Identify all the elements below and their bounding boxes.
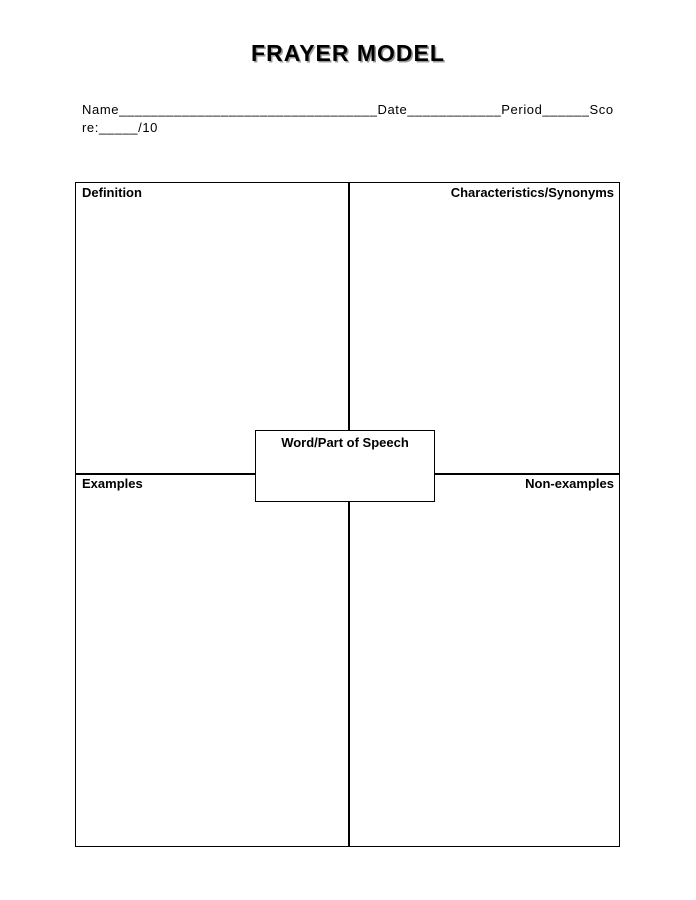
page-title: FRAYER MODEL [251,40,445,66]
vertical-divider [348,183,350,846]
frayer-grid [75,182,620,847]
characteristics-label: Characteristics/Synonyms [450,185,614,200]
center-word-label: Word/Part of Speech [281,435,409,450]
header-fields: Name_________________________________Date____________Period______Score:_____/10 [82,102,614,135]
definition-label: Definition [82,185,142,200]
center-word-box [255,430,435,502]
examples-label: Examples [82,476,143,491]
non-examples-label: Non-examples [525,476,614,491]
